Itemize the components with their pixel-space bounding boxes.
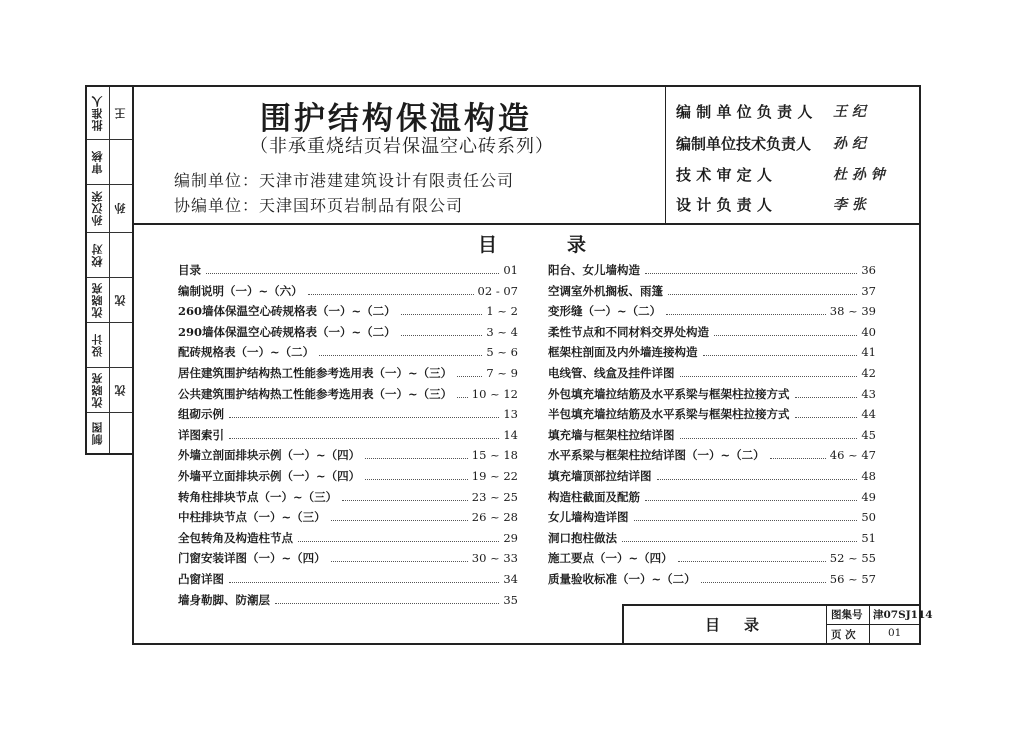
toc-entry-page: 42 — [861, 365, 876, 380]
toc-entry-page: 46 ~ 47 — [829, 448, 876, 463]
toc-entry-title: 外墙平立面排块示例（一）~（四） — [178, 468, 361, 483]
strip-label: 校对 — [91, 242, 104, 267]
strip-label: 沈晓亮 — [91, 281, 104, 318]
toc-entry[interactable] — [548, 262, 876, 283]
toc-entry-page: 50 — [861, 510, 876, 525]
strip-label: 孙汉荣 — [91, 190, 104, 226]
toc-entry-title: 施工要点（一）~（四） — [548, 551, 673, 566]
toc-entry[interactable] — [548, 283, 876, 304]
toc-entry-page: 02 - 07 — [477, 283, 518, 298]
responsibility-signature: 王 纪 — [833, 104, 866, 120]
toc-entry-page: 15 ~ 18 — [471, 448, 518, 463]
toc-entry-title: 阳台、女儿墙构造 — [548, 263, 640, 277]
toc-entry-title: 目录 — [178, 263, 201, 277]
strip-cell — [87, 367, 132, 413]
toc-entry-page: 26 ~ 28 — [471, 510, 518, 525]
toc-entry[interactable] — [548, 324, 876, 345]
toc-entry-title: 凸窗详图 — [178, 571, 224, 586]
atlas-subtitle: （非承重烧结页岩保温空心砖系列） — [250, 136, 554, 157]
toc-entry-title: 居住建筑围护结构热工性能参考选用表（一）~（三） — [178, 365, 453, 380]
toc-entry-page: 44 — [861, 407, 876, 422]
toc-entry-title: 半包填充墙拉结筋及水平系梁与框架柱拉接方式 — [548, 407, 790, 422]
toc-entry-page: 56 ~ 57 — [829, 571, 876, 586]
toc-entry-page: 48 — [861, 468, 876, 483]
toc-entry-title: 女儿墙构造详图 — [548, 510, 629, 525]
toc-entry-title: 水平系梁与框架柱拉结详图（一）~（二） — [548, 448, 765, 463]
toc-entry-title: 柔性节点和不同材料交界处构造 — [548, 324, 709, 339]
toc-entry[interactable] — [178, 365, 518, 386]
responsibility-signature: 李 张 — [833, 197, 866, 213]
header-bottom-rule — [134, 223, 919, 225]
responsibility-label: 编制单位技术负责人 — [676, 135, 812, 153]
toc-entry[interactable] — [178, 262, 518, 283]
atlas-title: 围护结构保温构造 — [260, 101, 532, 137]
toc-entry-title: 外墙立剖面排块示例（一）~（四） — [178, 448, 361, 463]
toc-entry[interactable] — [178, 571, 518, 592]
toc-entry-page: 35 — [503, 592, 518, 607]
toc-entry-page: 1 ~ 2 — [486, 304, 518, 319]
toc-entry-title: 转角柱排块节点（一）~（三） — [178, 489, 338, 504]
toc-entry-title: 构造柱截面及配筋 — [548, 489, 640, 504]
toc-entry-title: 公共建筑围护结构热工性能参考选用表（一）~（三） — [178, 386, 453, 401]
toc-entry-page: 7 ~ 9 — [486, 365, 518, 380]
toc-entry-title: 空调室外机搁板、雨篷 — [548, 283, 663, 298]
toc-entry-title: 290墙体保温空心砖规格表（一）~（二） — [178, 324, 396, 339]
toc-entry[interactable] — [548, 468, 876, 489]
toc-entry-title: 详图索引 — [178, 427, 224, 442]
toc-entry-page: 13 — [503, 407, 518, 422]
header-divider — [665, 87, 666, 223]
toc-entry-page: 43 — [861, 386, 876, 401]
toc-entry-title: 电线管、线盒及挂件详图 — [548, 365, 675, 380]
strip-cell — [87, 87, 132, 140]
strip-signature: 王 — [113, 107, 127, 119]
toc-entry-page: 52 ~ 55 — [829, 551, 876, 566]
toc-column-right — [548, 262, 876, 592]
toc-entry[interactable] — [178, 489, 518, 510]
toc-entry[interactable] — [548, 427, 876, 448]
toc-heading: 目录 — [478, 234, 657, 256]
strip-label: 制图 — [91, 420, 104, 445]
toc-entry-title: 配砖规格表（一）~（二） — [178, 345, 315, 360]
sheet-name: 目录 — [705, 616, 784, 634]
strip-cell — [87, 322, 132, 368]
page-number: 01 — [888, 627, 902, 639]
atlas-number-label: 图集号 — [831, 609, 863, 621]
toc-entry-page: 19 ~ 22 — [471, 468, 518, 483]
toc-entry-page: 10 ~ 12 — [471, 386, 518, 401]
responsibility-label: 设 计 负 责 人 — [676, 196, 772, 214]
toc-entry[interactable] — [178, 427, 518, 448]
toc-entry-page: 34 — [503, 571, 518, 586]
toc-entry-title: 框架柱剖面及内外墙连接构造 — [548, 345, 698, 360]
toc-entry[interactable] — [548, 365, 876, 386]
toc-entry-page: 51 — [861, 530, 876, 545]
toc-entry-page: 3 ~ 4 — [486, 324, 518, 339]
responsibility-signature: 孙 纪 — [833, 136, 866, 152]
toc-entry-page: 37 — [861, 283, 876, 298]
toc-entry[interactable] — [548, 344, 876, 365]
toc-entry-title: 质量验收标准（一）~（二） — [548, 571, 696, 586]
toc-entry-page: 38 ~ 39 — [829, 304, 876, 319]
co-compiler-unit: 协编单位：天津国环页岩制品有限公司 — [174, 196, 464, 215]
title-block-top-rule — [622, 604, 919, 606]
strip-cell — [87, 277, 132, 323]
toc-column-left — [178, 262, 518, 612]
toc-entry-page: 36 — [861, 263, 876, 277]
strip-label: 审核 — [91, 149, 104, 174]
atlas-number: 津07SJ114 — [873, 609, 933, 621]
toc-entry[interactable] — [178, 386, 518, 407]
toc-entry[interactable] — [548, 509, 876, 530]
toc-entry[interactable] — [548, 447, 876, 468]
toc-entry-title: 编制说明（一）~（六） — [178, 283, 303, 298]
strip-cell — [87, 232, 132, 278]
toc-entry[interactable] — [548, 406, 876, 427]
toc-entry-page: 29 — [503, 530, 518, 545]
toc-entry-title: 中柱排块节点（一）~（三） — [178, 510, 326, 525]
toc-entry[interactable] — [178, 468, 518, 489]
toc-entry-title: 洞口抱柱做法 — [548, 530, 617, 545]
strip-label: 批准人 — [91, 95, 104, 131]
toc-entry[interactable] — [178, 406, 518, 427]
page-number-label: 页 次 — [831, 629, 856, 641]
toc-entry[interactable] — [178, 447, 518, 468]
toc-entry[interactable] — [178, 283, 518, 304]
toc-entry-page: 40 — [861, 324, 876, 339]
toc-entry-page: 5 ~ 6 — [486, 345, 518, 360]
strip-label: 沈晓亮 — [91, 371, 104, 408]
toc-entry-title: 变形缝（一）~（二） — [548, 304, 662, 319]
toc-entry[interactable] — [178, 344, 518, 365]
responsibility-label: 编 制 单 位 负 责 人 — [676, 103, 813, 121]
toc-entry-title: 外包填充墙拉结筋及水平系梁与框架柱拉接方式 — [548, 386, 790, 401]
responsibility-signature: 杜 孙 钟 — [833, 167, 885, 183]
strip-cell — [87, 184, 132, 233]
toc-entry-title: 填充墙与框架柱拉结详图 — [548, 427, 675, 442]
toc-entry[interactable] — [548, 386, 876, 407]
toc-entry-title: 填充墙顶部拉结详图 — [548, 468, 652, 483]
toc-entry-page: 14 — [503, 427, 518, 442]
toc-entry[interactable] — [548, 550, 876, 571]
toc-entry-title: 门窗安装详图（一）~（四） — [178, 551, 326, 566]
toc-entry[interactable] — [548, 303, 876, 324]
toc-entry[interactable] — [548, 489, 876, 510]
toc-entry-title: 组砌示例 — [178, 407, 224, 422]
toc-entry[interactable] — [178, 324, 518, 345]
toc-entry-page: 41 — [861, 345, 876, 360]
strip-label: 设计 — [91, 332, 104, 357]
toc-entry-page: 45 — [861, 427, 876, 442]
responsibility-label: 技 术 审 定 人 — [676, 166, 772, 184]
compiler-unit: 编制单位：天津市港建建筑设计有限责任公司 — [174, 171, 515, 190]
strip-signature: 孙 — [113, 202, 127, 214]
toc-entry-title: 墙身勒脚、防潮层 — [178, 592, 270, 607]
toc-entry-page: 49 — [861, 489, 876, 504]
toc-entry-page: 30 ~ 33 — [471, 551, 518, 566]
toc-entry[interactable] — [178, 509, 518, 530]
toc-entry[interactable] — [178, 530, 518, 551]
title-block-left-rule — [622, 604, 624, 643]
toc-entry-page: 23 ~ 25 — [471, 489, 518, 504]
strip-signature: 沈 — [113, 293, 127, 306]
strip-cell — [87, 139, 132, 185]
toc-entry[interactable] — [548, 530, 876, 551]
toc-entry-title: 260墙体保温空心砖规格表（一）~（二） — [178, 304, 396, 319]
strip-signature: 沈 — [113, 383, 127, 396]
toc-entry[interactable] — [178, 550, 518, 571]
toc-entry-title: 全包转角及构造柱节点 — [178, 530, 293, 545]
strip-cell — [87, 412, 132, 453]
toc-entry[interactable] — [178, 592, 518, 613]
toc-entry[interactable] — [548, 571, 876, 592]
toc-entry[interactable] — [178, 303, 518, 324]
signature-strip — [85, 85, 132, 455]
toc-entry-page: 01 — [503, 263, 518, 277]
